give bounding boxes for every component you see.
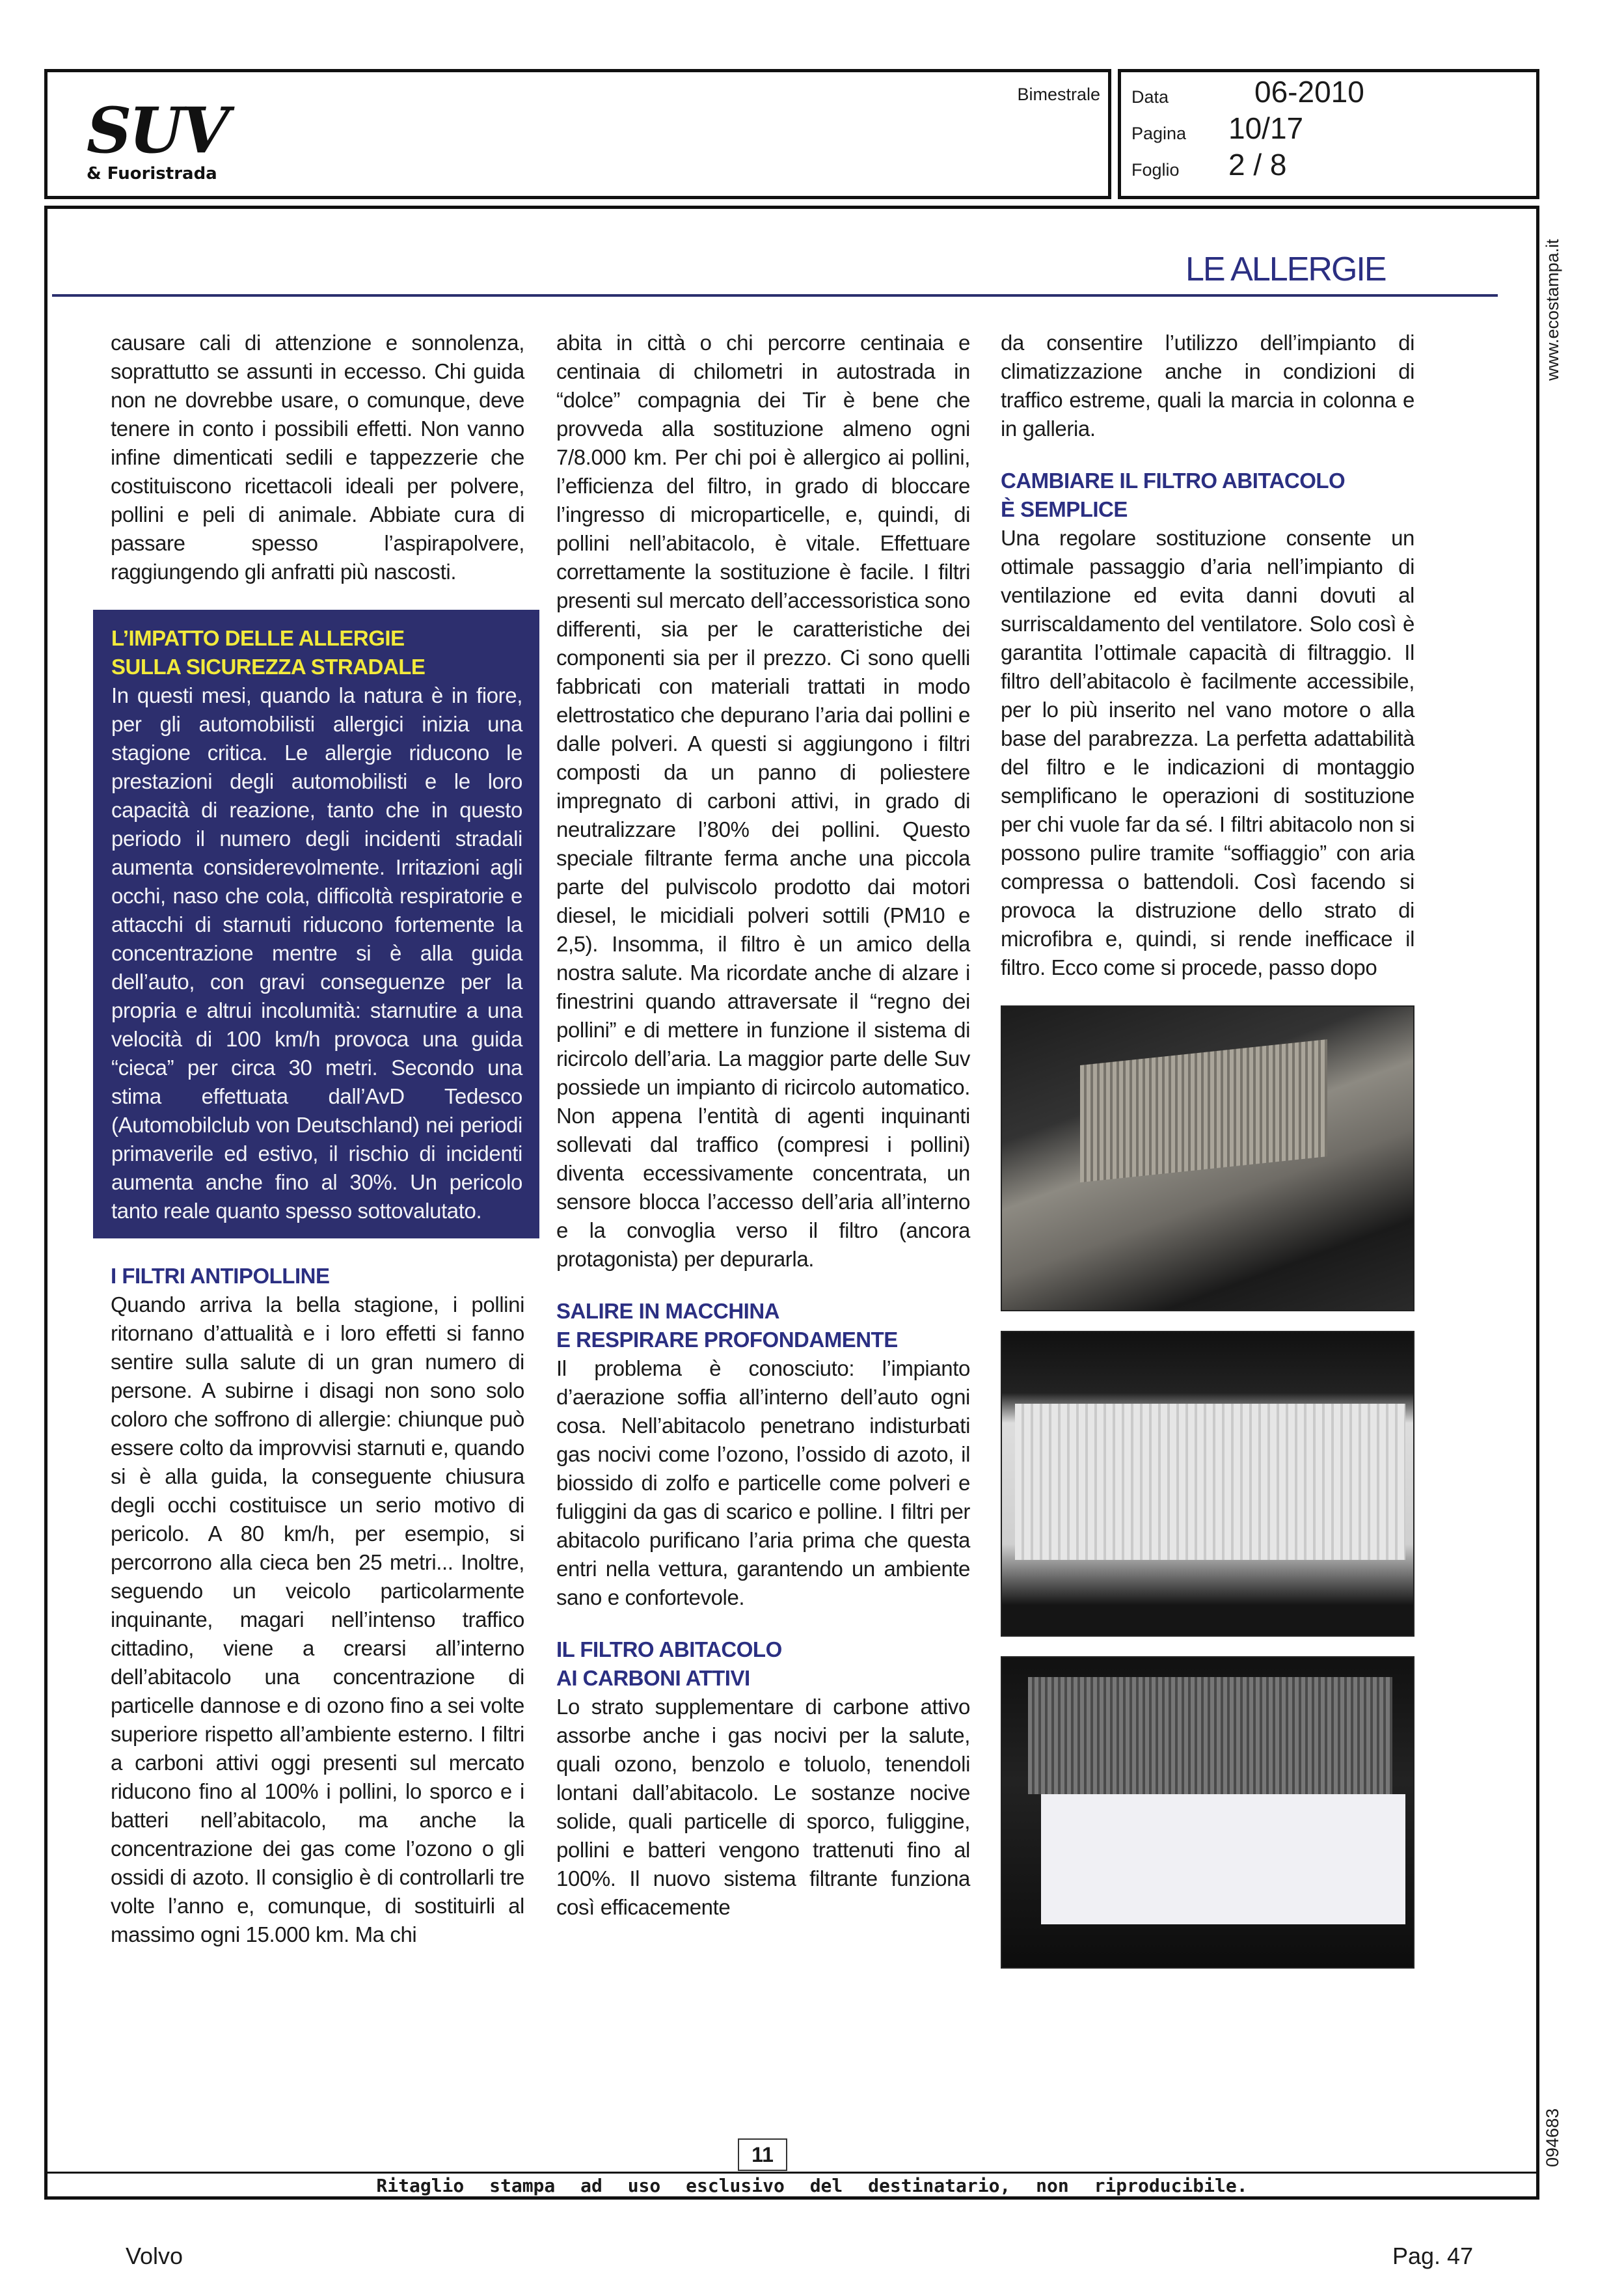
column3-intro: da consentire l’utilizzo dell’impianto di climatizzazione anche in condizioni di traffico estreme, quali la marcia in colonna e in galleria.	[1001, 331, 1414, 441]
column2-heading2-line2: AI CARBONI ATTIVI	[556, 1666, 750, 1690]
box-heading-line1: L’IMPATTO DELLE ALLERGIE	[111, 626, 405, 650]
column3-heading-line2: È SEMPLICE	[1001, 497, 1128, 521]
page-value: 10/17	[1228, 111, 1304, 145]
box-text: In questi mesi, quando la natura è in fiore, per gli automobilisti allergici inizia una stagione critica. Le allergie riducono le prestazioni degli automobilisti e le loro capacità di reazione, tanto che in questo periodo il numero degli incidenti stradali aumenta considerevolmente. Irritazioni agli occhi, naso che cola, difficoltà respiratorie e attacchi di starnuti riducono fortemente la concentrazione mentre si è alla guida dell’auto, con gravi conseguenze per la propria e altrui incolumità: starnutire a una velocità di 100 km/h provoca una guida “cieca” per circa 30 metri. Secondo una stima effettuata dall’AvD Tedesco (Automobilclub von Deutschland) nei periodi primaverile ed estivo, il rischio di incidenti aumenta anche fino al 30%. Un pericolo tanto reale quanto spesso sottovalutato.	[111, 683, 522, 1223]
disclaimer-divider	[44, 2172, 1539, 2174]
logo-main: SUV	[87, 94, 227, 167]
column2-heading1-line1: SALIRE IN MACCHINA	[556, 1299, 779, 1323]
box-heading-line2: SULLA SICUREZZA STRADALE	[111, 655, 426, 679]
column1-intro: causare cali di attenzione e sonnolenza, soprattutto se assunti in eccesso. Chi guida non ne dovrebbe usare, o comunque, deve tenere in conto i possibili effetti. Non vanno infine dimenticati sedili e tappezzerie che costituiscono ricettacoli ideali per polvere, pollini e peli di animale. Abbiate cura di passare spesso l’aspirapolvere, raggiungendo gli anfratti più nascosti.	[111, 331, 524, 584]
header-info-box	[1118, 69, 1539, 199]
footer-right: Pag. 47	[1392, 2243, 1474, 2269]
side-code: 094683	[1543, 2108, 1562, 2167]
sheet-value: 2 / 8	[1228, 148, 1287, 182]
logo-sub: & Fuoristrada	[87, 164, 217, 184]
side-url: www.ecostampa.it	[1543, 239, 1562, 381]
logo	[87, 94, 227, 184]
column1-text: Quando arriva la bella stagione, i pollini ritornano d’attualità e i loro effetti si fanno sentire sulla salute di un gran numero di persone. A subirne i disagi non sono solo coloro che soffrono di allergie: chiunque può essere colto da improvvisi starnuti e, quando si è alla guida, la conseguente chiusura degli occhi costituisce un serio motivo di pericolo. A 80 km/h, per esempio, si percorrono alla cieca ben 25 metri... Inoltre, seguendo un veicolo particolarmente inquinante, magari nell’intenso traffico cittadino, viene a crearsi all’interno dell’abitacolo una concentrazione di particelle dannose e di ozono fino a sei volte superiore rispetto all’ambiente esterno. I filtri a carboni attivi oggi presenti sul mercato riducono fino al 100% i pollini, lo sporco e i batteri nell’abitacolo, ma anche la concentrazione dei gas come l’ozono o gli ossidi di azoto. Il consiglio è di controllarli tre volte l’anno e, comunque, di sostituirli al massimo ogni 15.000 km. Ma chi	[111, 1292, 524, 1946]
section-divider	[52, 294, 1498, 297]
page-label: Pagina	[1131, 124, 1187, 143]
column1-heading: I FILTRI ANTIPOLLINE	[111, 1264, 330, 1288]
filter-image	[1041, 1794, 1405, 1924]
filter-image	[1028, 1677, 1392, 1794]
frequency: Bimestrale	[1017, 85, 1100, 104]
column2-heading1-line2: E RESPIRARE PROFONDAMENTE	[556, 1328, 898, 1352]
filter-image	[1015, 1404, 1405, 1560]
footer-left: Volvo	[126, 2243, 183, 2269]
photo-carbon-filter	[1001, 1656, 1414, 1969]
column2-heading2-line1: IL FILTRO ABITACOLO	[556, 1637, 782, 1661]
disclaimer: Ritaglio stampa ad uso esclusivo del destinatario, non riproducibile.	[376, 2175, 1248, 2196]
column-2	[556, 329, 970, 1922]
header-masthead-box	[44, 69, 1111, 199]
column-3	[1001, 329, 1414, 1969]
column-1	[111, 329, 524, 1949]
column3-text: Una regolare sostituzione consente un ottimale passaggio d’aria nell’impianto di ventilazione ed evita danni dovuti al surriscaldamento del ventilatore. Solo così è garantita l’ottimale capacità di filtraggio. Il filtro dell’abitacolo è facilmente accessibile, per lo più inserito nel vano motore o alla base del parabrezza. La perfetta adattabilità del filtro e le indicazioni di montaggio semplificano le operazioni di sostituzione per chi vuole far da sé. I filtri abitacolo non si possono pulire tramite “soffiaggio” con aria compressa o battendoli. Così facendo si provoca la distruzione dello strato di microfibra e, quindi, si rende inefficace il filtro. Ecco come si procede, passo dopo	[1001, 526, 1414, 979]
column3-heading-line1: CAMBIARE IL FILTRO ABITACOLO	[1001, 469, 1346, 493]
photo-filter-removal	[1001, 1005, 1414, 1311]
photo-white-filter	[1001, 1331, 1414, 1637]
sheet-label: Foglio	[1131, 160, 1180, 180]
date-label: Data	[1131, 87, 1169, 107]
date-value: 06-2010	[1254, 75, 1364, 109]
sidebar-box	[93, 610, 539, 1238]
page-number: 11	[738, 2138, 787, 2171]
section-title: LE ALLERGIE	[1185, 251, 1386, 288]
column2-text2: Lo strato supplementare di carbone attivo assorbe anche i gas nocivi per la salute, quali ozono, benzolo e toluolo, tenendoli lontani dall’abitacolo. Le sostanze nocive solide, quali particelle di sporco, fuliggine, pollini e batteri vengono trattenuti fino al 100%. Il nuovo sistema filtrante funziona così efficacemente	[556, 1695, 970, 1919]
column2-text1: Il problema è conosciuto: l’impianto d’aerazione soffia all’interno dell’auto ogni cosa. Nell’abitacolo penetrano indisturbati gas nocivi come l’ozono, l’ossido di azoto, il biossido di zolfo e particelle come polveri e fuliggini da gas di scarico e polline. I filtri per abitacolo purificano l’aria prima che questa entri nella vettura, garantendo un ambiente sano e confortevole.	[556, 1356, 970, 1609]
filter-image	[1080, 1039, 1327, 1182]
column2-intro: abita in città o chi percorre centinaia e centinaia di chilometri in autostrada in “dolce” compagnia dei Tir è bene che provveda alla sostituzione almeno ogni 7/8.000 km. Per chi poi è allergico ai pollini, l’efficienza del filtro, in grado di bloccare l’ingresso di microparticelle, e, quindi, di pollini nell’abitacolo, è vitale. Effettuare correttamente la sostituzione è facile. I filtri presenti sul mercato dell’accessoristica sono differenti, sia per le caratteristiche dei componenti sia per il prezzo. Ci sono quelli fabbricati con materiali trattati in modo elettrostatico che depurano l’aria dai pollini e dalle polveri. A questi si aggiungono i filtri composti da un panno di poliestere impregnato di carboni attivi, in grado di neutralizzare l’80% dei pollini. Questo speciale filtrante ferma anche una piccola parte del pulviscolo prodotto dai motori diesel, le micidiali polveri sottili (PM10 e 2,5). Insomma, il filtro è un amico della nostra salute. Ma ricordate anche di alzare i finestrini quando attraversate il “regno dei pollini” e di mettere in funzione il sistema di ricircolo dell’aria. La maggior parte delle Suv possiede un impianto di ricircolo automatico. Non appena l’entità di agenti inquinanti sollevati dal traffico (compresi i pollini) diventa eccessivamente concentrata, un sensore blocca l’accesso dell’aria all’interno e la convoglia verso il filtro (ancora protagonista) per depurarla.	[556, 331, 970, 1271]
